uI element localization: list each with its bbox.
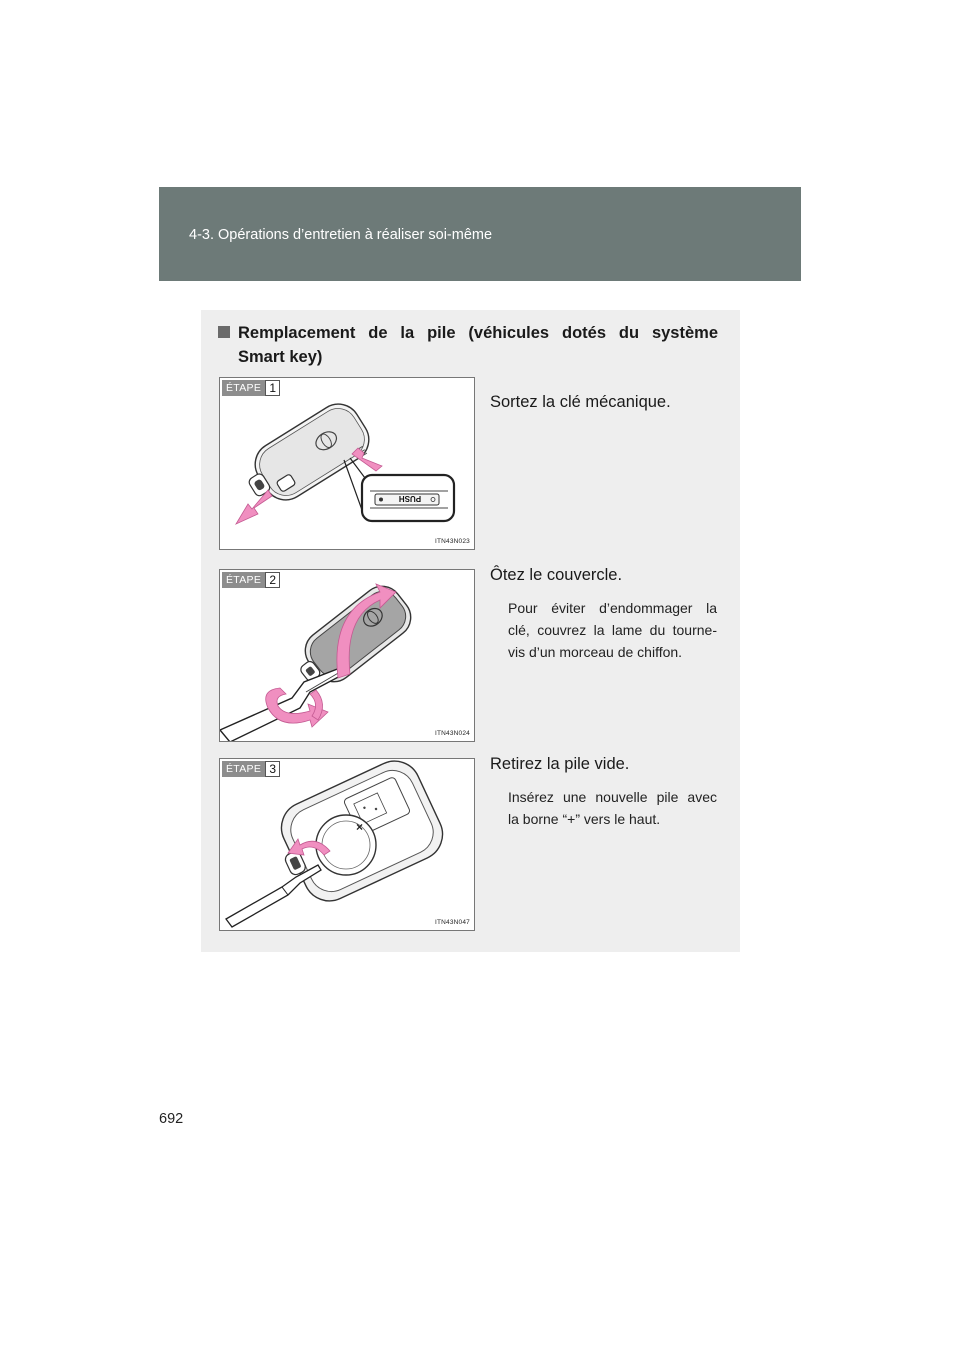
step-1-illustration: [219, 377, 475, 550]
step-2-note: Pour éviter d’endommager la clé, couvrez la lame du tourne- vis d’un morceau de chiffon.: [508, 600, 717, 660]
key-fob-remove-key-drawing: [220, 378, 475, 550]
step-3-note: Insérez une nouvelle pile avec la borne “+” vers le haut.: [508, 789, 717, 827]
step-3-badge: ÉTAPE 3: [222, 761, 280, 777]
heading-line-2: Smart key): [238, 348, 323, 366]
figure-code: ITN43N024: [434, 730, 470, 737]
figure-code: ITN43N047: [434, 919, 470, 926]
square-bullet-icon: [218, 326, 230, 338]
figure-code: ITN43N023: [434, 538, 470, 545]
heading-line-1: Remplacement de la pile (véhicules dotés du système: [238, 324, 718, 342]
procedure-heading: [218, 321, 718, 369]
svg-text:×: ×: [356, 820, 364, 834]
section-header: [159, 187, 801, 281]
push-label: PUSH: [398, 494, 422, 503]
step-2-badge: ÉTAPE 2: [222, 572, 280, 588]
key-fob-battery-drawing: [220, 759, 475, 931]
section-title: 4-3. Opérations d’entretien à réaliser soi-même: [189, 227, 493, 243]
key-fob-open-cover-drawing: [220, 570, 475, 742]
step-1-badge: ÉTAPE 1: [222, 380, 280, 396]
page-number: 692: [159, 1111, 184, 1127]
step-3-illustration: [219, 758, 475, 931]
step-1-instruction: Sortez la clé mécanique.: [490, 393, 671, 411]
step-3-instruction: Retirez la pile vide.: [490, 755, 630, 773]
step-2-instruction: Ôtez le couvercle.: [490, 566, 623, 584]
step-2-illustration: [219, 569, 475, 742]
